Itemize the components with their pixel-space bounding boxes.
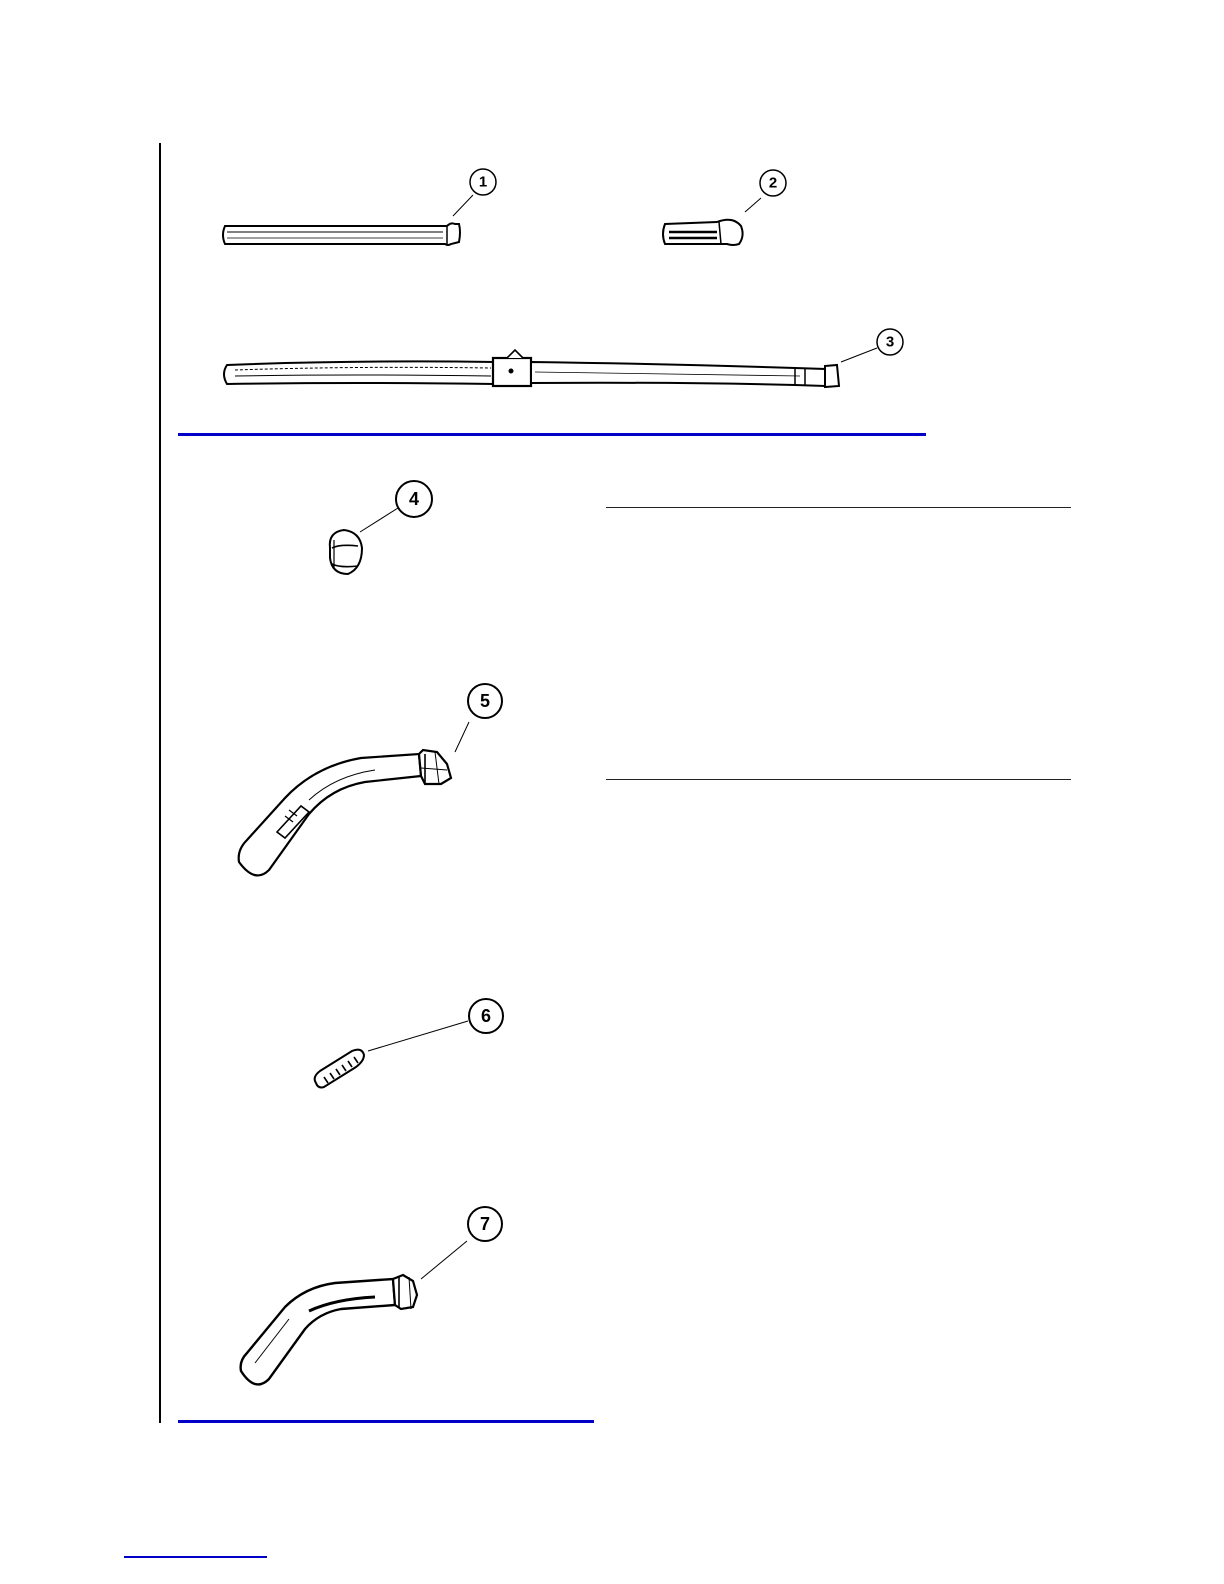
- section-divider-bottom: [178, 1420, 594, 1423]
- curved-handle-with-slider-icon: [225, 680, 515, 890]
- short-tube-cap-icon: [655, 160, 805, 260]
- callout-7: 7: [479, 1214, 491, 1234]
- hose-cuff-ring-icon: [310, 478, 450, 588]
- straight-wand-tube-icon: [215, 160, 525, 260]
- right-rule-lower: [606, 779, 1071, 780]
- footer-link-underline[interactable]: [124, 1556, 267, 1558]
- right-rule-upper: [606, 507, 1071, 508]
- slider-clip-icon: [300, 995, 515, 1105]
- callout-6: 6: [480, 1006, 492, 1026]
- curved-handle-icon: [225, 1203, 515, 1393]
- callout-2: 2: [768, 174, 778, 192]
- callout-1: 1: [478, 173, 488, 191]
- callout-4: 4: [408, 489, 420, 509]
- callout-3: 3: [885, 333, 895, 351]
- section-divider-top: [178, 433, 926, 436]
- callout-5: 5: [479, 691, 491, 711]
- telescopic-wand-icon: [215, 320, 925, 410]
- left-margin-rule: [159, 143, 161, 1423]
